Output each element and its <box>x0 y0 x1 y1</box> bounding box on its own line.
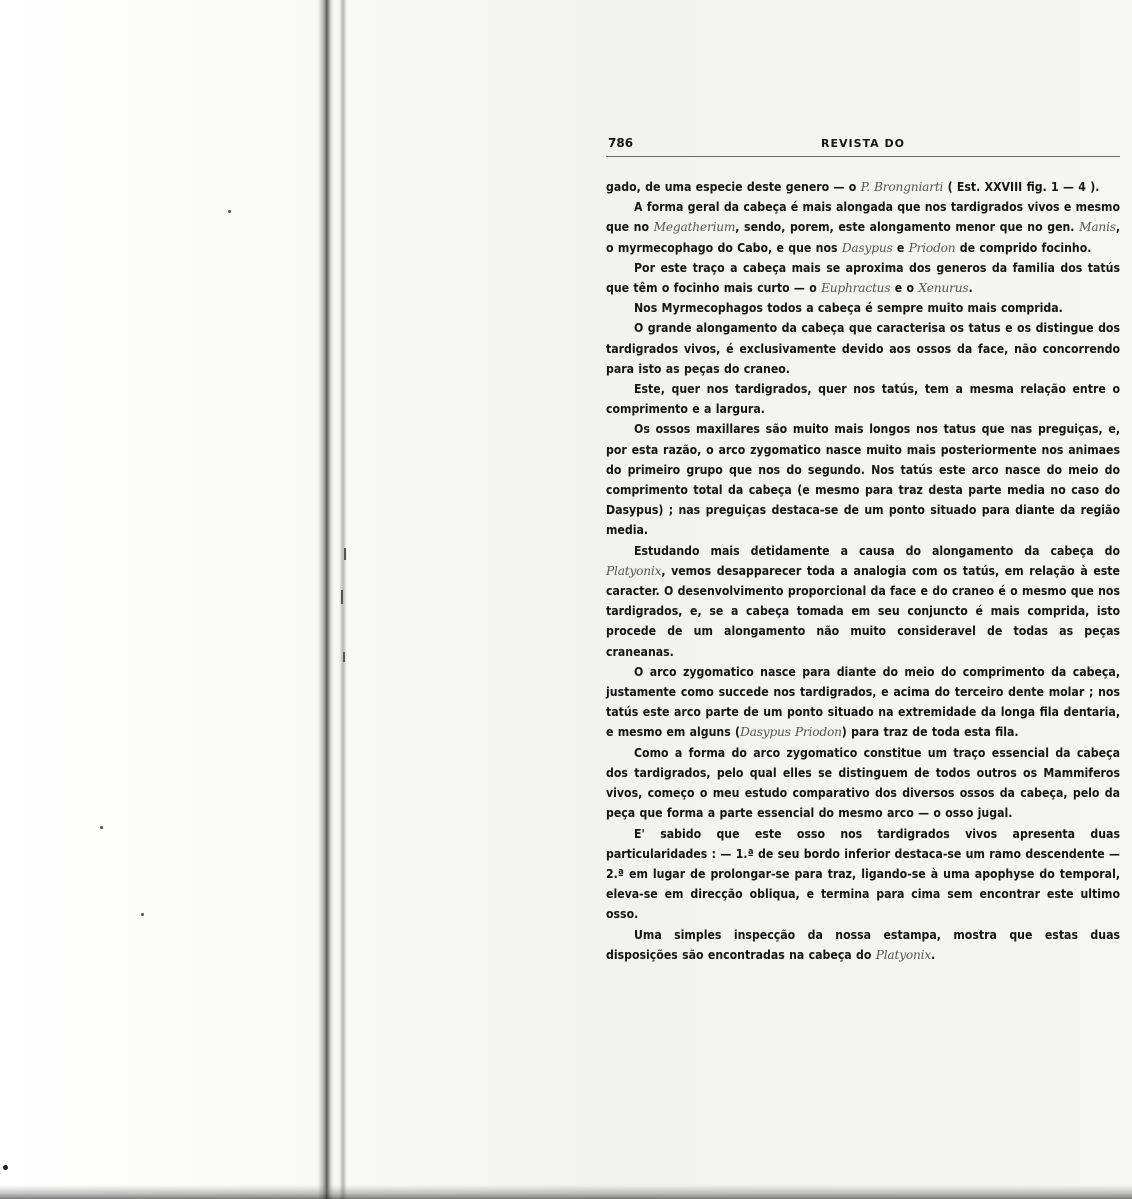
text-run: Por este traço a cabeça mais se aproxima dos generos da familia dos tatús que têm o focinho mais curto — o <box>606 260 1120 296</box>
text-run: O arco zygomatico nasce para diante do meio do comprimento da cabeça, justamente como succede nos tardigrados, e acima do terceiro dente molar ; nos tatús este arco parte de um ponto situado na extremidade da longa fila dentaria, e mesmo em alguns ( <box>606 664 1120 740</box>
text-run: A forma geral da cabeça é mais alongada que nos tardigrados vivos e mesmo que no <box>606 200 1120 235</box>
text-run: Estudando mais detidamente a causa do alongamento da cabeça do <box>634 543 1120 558</box>
italic-term: Megatherium <box>653 220 736 235</box>
text-run: E' sabido que este osso nos tardigrados vivos apresenta duas particularidades : — 1.ª de seu bordo inferior destaca-se um ramo descendente — 2.ª em lugar de prolongar-se para traz, ligando-se à uma apophyse do temporal, eleva-se em direcção obliqua, e termina para cima sem encontrar este ultimo osso. <box>606 826 1120 922</box>
paragraph <box>606 419 1120 540</box>
text-run: O grande alongamento da cabeça que caracterisa os tatus e os distingue dos tardigrados vivos, é exclusivamente devido aos ossos da face, não concorrendo para isto as peças do craneo. <box>606 321 1120 376</box>
document-page <box>606 132 1120 965</box>
scan-speck <box>3 1165 8 1170</box>
text-run: e o <box>890 281 919 296</box>
paragraph <box>606 258 1120 298</box>
text-run: de comprido focinho. <box>955 240 1092 255</box>
paragraph <box>606 298 1120 318</box>
scan-speck <box>228 210 231 213</box>
page-header <box>606 132 1120 157</box>
text-run: ( Est. XXVIII fig. 1 — 4 ). <box>943 180 1100 194</box>
text-run: gado, de uma especie deste genero — o <box>606 180 861 194</box>
italic-term: Dasypus Priodon <box>740 725 842 740</box>
page-number: 786 <box>608 136 634 150</box>
text-run: Uma simples inspecção da nossa estampa, mostra que estas duas disposições são encontradas na cabeça do <box>606 927 1120 962</box>
italic-term: Priodon <box>908 240 956 255</box>
running-title: REVISTA DO <box>821 137 905 150</box>
body-text <box>606 177 1120 965</box>
text-run: Como a forma do arco zygomatico constitue um traço essencial da cabeça dos tardigrados, pelo qual elles se distinguem de todos outros os Mammiferos vivos, começo o meu estudo comparativo dos diversos ossos da cabeça, pelo da peça que forma a parte essencial do mesmo arco — o osso jugal. <box>606 745 1120 821</box>
scan-speck <box>344 548 346 560</box>
text-run: , vemos desapparecer toda a analogia com os tatús, em relação à este caracter. O desenvolvimento proporcional da face e do craneo é o mesmo que nos tardigrados, e, se a cabeça tomada em seu conjuncto é mais comprida, isto procede de um alongamento não muito consideravel de todas as peças craneanas. <box>606 563 1120 659</box>
page-bottom-edge <box>0 1185 1132 1199</box>
paragraph <box>606 177 1120 197</box>
scan-speck <box>341 590 343 604</box>
text-run: , sendo, porem, este alongamento menor que no gen. <box>735 220 1080 235</box>
paragraph <box>606 541 1120 662</box>
text-run: , o myrmecophago do Cabo, e que nos <box>606 220 1120 255</box>
scan-speck <box>141 913 144 916</box>
text-run: Nos Myrmecophagos todos a cabeça é sempre muito mais comprida. <box>634 301 1063 316</box>
text-run: Este, quer nos tardigrados, quer nos tatús, tem a mesma relação entre o comprimento e a largura. <box>606 382 1120 417</box>
text-run: Os ossos maxillares são muito mais longos nos tatus que nas preguiças, e, por esta razão, o arco zygomatico nasce muito mais posteriormente nos animaes do primeiro grupo que nos do segundo. Nos tatús este arco nasce do meio do comprimento total da cabeça (e mesmo para traz desta parte media no caso do Dasypus) ; nas preguiças destaca-se de um ponto situado para diante da região media. <box>606 422 1120 538</box>
paragraph <box>606 925 1120 965</box>
italic-term: Manis <box>1079 220 1116 235</box>
paragraph <box>606 743 1120 824</box>
text-run: ) para traz de toda esta fila. <box>841 725 1019 740</box>
paragraph <box>606 379 1120 419</box>
italic-term: Euphractus <box>821 281 891 296</box>
paragraph <box>606 197 1120 258</box>
italic-term: Dasypus <box>841 240 893 255</box>
paragraph <box>606 318 1120 379</box>
scan-speck <box>343 652 345 662</box>
italic-term: Platyonix <box>606 563 662 578</box>
scan-speck <box>100 826 103 829</box>
text-run: . <box>931 947 936 962</box>
paragraph <box>606 824 1120 925</box>
paragraph <box>606 662 1120 743</box>
italic-term: Xenurus <box>918 281 969 296</box>
italic-term: Platyonix <box>875 947 932 962</box>
text-run: . <box>968 281 973 296</box>
italic-term: P. Brongniarti <box>860 180 944 194</box>
book-gutter-shadow <box>318 0 334 1199</box>
text-run: e <box>892 240 909 255</box>
